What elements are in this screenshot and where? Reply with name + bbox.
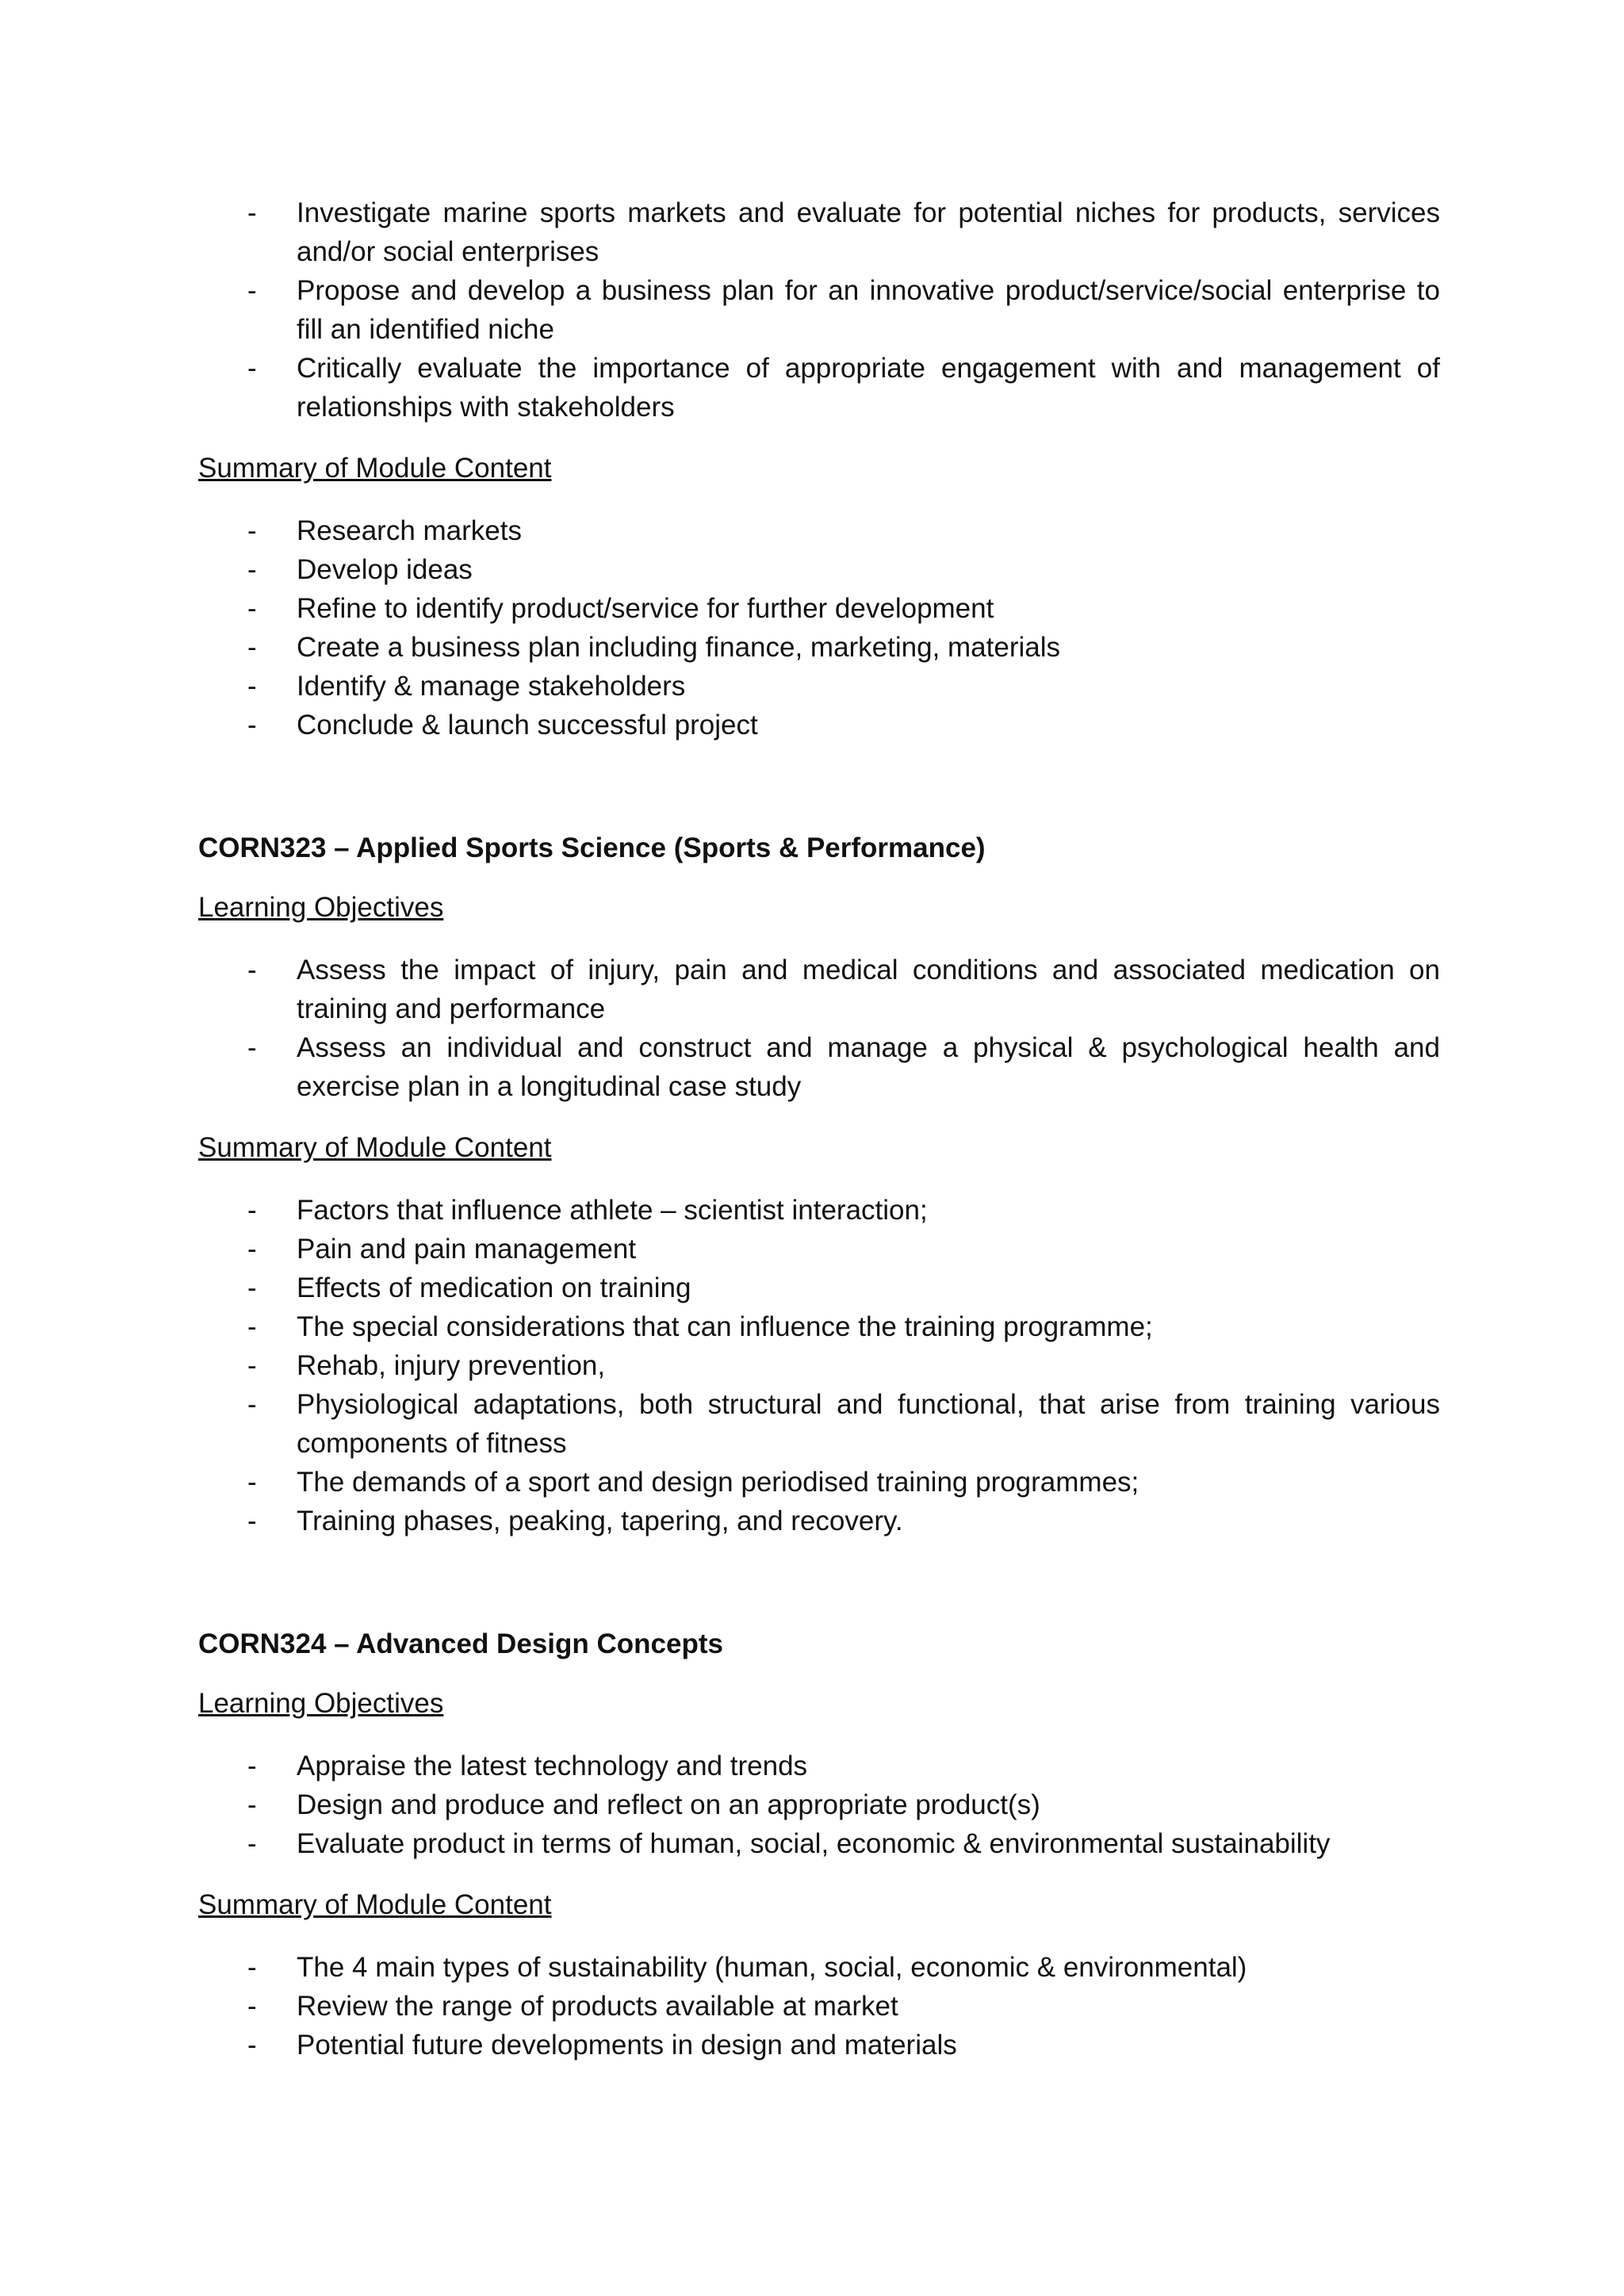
list-item: - Pain and pain management [247, 1234, 637, 1265]
list-item: - Assess an individual and construct and manage a physical & psychological health and exercise plan in a longitudinal case study [247, 1032, 1440, 1102]
list-item: - Create a business plan including finance, marketing, materials [247, 632, 1061, 663]
intro-objectives-list [198, 193, 1440, 427]
list-item: - Propose and develop a business plan for an innovative product/service/social enterprise to fill an identified niche [247, 275, 1440, 345]
list-item: - The special considerations that can influence the training programme; [247, 1311, 1153, 1342]
list-item: - Factors that influence athlete – scientist interaction; [247, 1195, 928, 1226]
list-item: - Identify & manage stakeholders [247, 671, 686, 702]
list-item: - Develop ideas [247, 554, 473, 585]
list-item: - Research markets [247, 515, 522, 546]
corn323-summary-heading: Summary of Module Content [198, 1132, 552, 1163]
corn324-summary-heading: Summary of Module Content [198, 1889, 552, 1920]
list-item: - Refine to identify product/service for further development [247, 593, 994, 624]
list-item: - Critically evaluate the importance of appropriate engagement with and management of relationships with stakeholders [247, 353, 1440, 423]
list-item: - Potential future developments in design and materials [247, 2030, 957, 2061]
intro-summary-heading: Summary of Module Content [198, 453, 552, 484]
intro-summary-list [198, 511, 1440, 744]
list-item: - Assess the impact of injury, pain and medical conditions and associated medication on training and performance [247, 955, 1440, 1024]
list-item: - Conclude & launch successful project [247, 710, 758, 740]
list-item: - The 4 main types of sustainability (human, social, economic & environmental) [247, 1952, 1247, 1983]
list-item: - The demands of a sport and design periodised training programmes; [247, 1467, 1139, 1498]
corn324-summary-list [198, 1948, 1440, 2064]
corn324-objectives-heading: Learning Objectives [198, 1688, 444, 1719]
corn323-objectives-heading: Learning Objectives [198, 892, 444, 923]
list-item: - Investigate marine sports markets and evaluate for potential niches for products, services and/or social enterprises [247, 197, 1440, 267]
module-title-corn323: CORN323 – Applied Sports Science (Sports & Performance) [198, 832, 986, 863]
corn323-objectives-list [198, 951, 1440, 1106]
list-item: - Rehab, injury prevention, [247, 1350, 606, 1381]
list-item: - Evaluate product in terms of human, social, economic & environmental sustainability [247, 1828, 1331, 1859]
list-item: - Design and produce and reflect on an appropriate product(s) [247, 1789, 1040, 1820]
list-item: - Appraise the latest technology and trends [247, 1751, 808, 1781]
list-item: - Effects of medication on training [247, 1272, 691, 1303]
module-title-corn324: CORN324 – Advanced Design Concepts [198, 1628, 723, 1659]
list-item: - Review the range of products available at market [247, 1991, 898, 2022]
corn323-summary-list [198, 1191, 1440, 1540]
corn324-objectives-list [198, 1747, 1440, 1863]
list-item: - Physiological adaptations, both structural and functional, that arise from training various components of fitness [247, 1389, 1440, 1459]
document-page [198, 193, 1440, 2064]
list-item: - Training phases, peaking, tapering, and recovery. [247, 1506, 903, 1536]
